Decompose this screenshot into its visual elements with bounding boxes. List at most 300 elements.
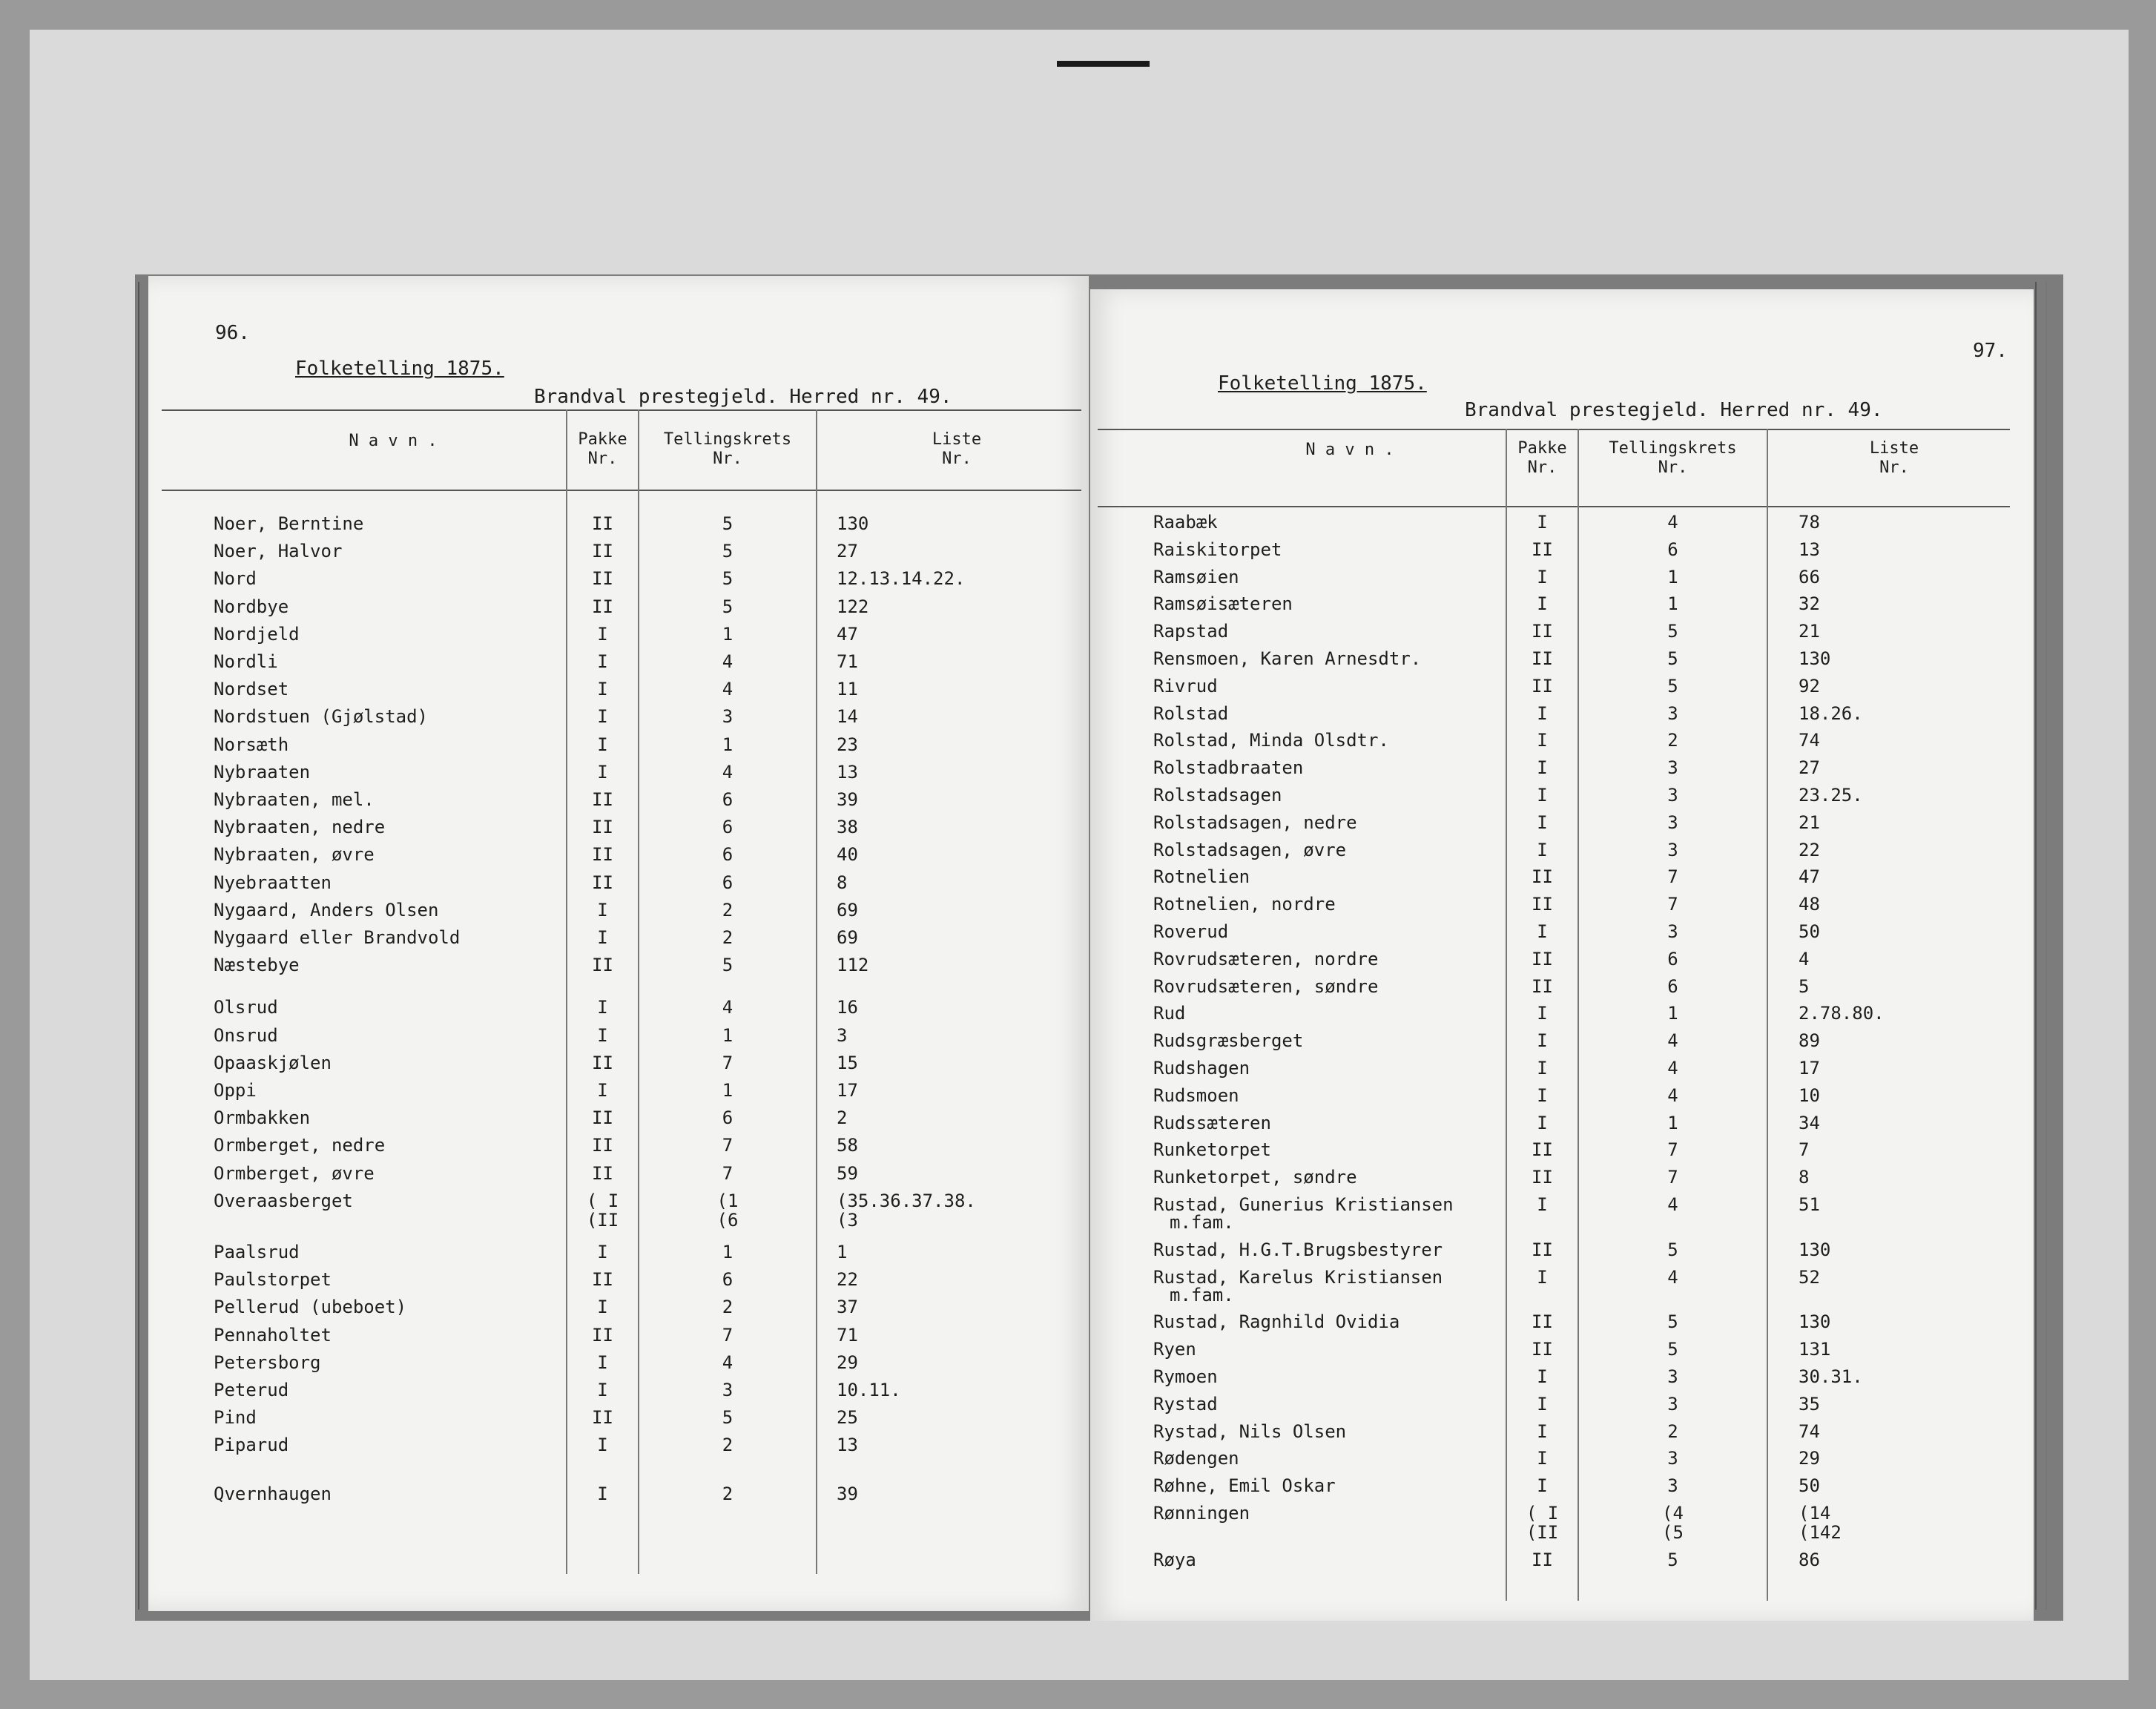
table-row <box>148 789 1083 811</box>
liste-number: 18.26. <box>1799 702 1863 724</box>
liste-number: 27 <box>837 541 858 562</box>
table-row <box>148 955 1083 977</box>
place-name: Nordstuen (Gjølstad) <box>214 706 428 728</box>
pakke-number: II <box>592 1407 613 1429</box>
tellingskrets-number: 7 <box>722 1162 733 1184</box>
place-name: Næstebye <box>214 955 300 976</box>
liste-number: 92 <box>1799 675 1820 697</box>
pakke-number: II <box>592 817 613 838</box>
pakke-number: II <box>1532 1139 1553 1161</box>
place-name: Nordjeld <box>214 623 300 645</box>
table-row <box>1090 1139 2025 1162</box>
table-row <box>148 1297 1083 1319</box>
place-name: Rudsmoen <box>1153 1084 1239 1106</box>
liste-number: 25 <box>837 1407 858 1429</box>
table-row <box>148 1135 1083 1157</box>
place-name: Nygaard, Anders Olsen <box>214 899 439 921</box>
place-name: Rotnelien <box>1153 866 1250 888</box>
liste-number: 74 <box>1799 730 1820 751</box>
table-row <box>148 1053 1083 1075</box>
tellingskrets-number: 1 <box>1667 1003 1678 1024</box>
liste-number: 50 <box>1799 1475 1820 1497</box>
page-subtitle: Brandval prestegjeld. Herred nr. 49. <box>534 386 952 408</box>
table-row <box>148 1435 1083 1457</box>
tellingskrets-number: 6 <box>1667 539 1678 560</box>
liste-number: 86 <box>1799 1549 1820 1570</box>
place-name-continuation: m.fam. <box>1170 1212 1234 1233</box>
tellingskrets-number: 5 <box>722 596 733 617</box>
place-name: Rønningen <box>1153 1503 1250 1524</box>
table-row <box>1090 1311 2025 1334</box>
pakke-number: II <box>1532 1167 1553 1188</box>
tellingskrets-number: 1 <box>1667 566 1678 587</box>
liste-number: 16 <box>837 997 858 1018</box>
liste-number: (142 <box>1799 1522 1842 1543</box>
tellingskrets-number: 1 <box>1667 1112 1678 1133</box>
tellingskrets-number: 4 <box>722 997 733 1018</box>
header-top-rule <box>162 409 1081 411</box>
liste-number: 47 <box>837 623 858 645</box>
place-name: Rotnelien, nordre <box>1153 894 1336 915</box>
tellingskrets-number: 2 <box>1667 730 1678 751</box>
header-top-rule <box>1098 429 2010 430</box>
pakke-number: I <box>597 1242 608 1262</box>
liste-number: 17 <box>1799 1058 1820 1079</box>
place-name: Rolstadsagen, øvre <box>1153 839 1347 860</box>
liste-number: 2.78.80. <box>1799 1003 1885 1024</box>
table-row <box>1090 840 2025 862</box>
liste-number: 89 <box>1799 1030 1820 1052</box>
table-row <box>1090 757 2025 780</box>
place-name: Roverud <box>1153 921 1229 942</box>
liste-number: 10 <box>1799 1084 1820 1106</box>
pakke-number: II <box>1532 1339 1553 1360</box>
tellingskrets-number: 4 <box>1667 512 1678 533</box>
tellingskrets-number: 1 <box>722 734 733 755</box>
pakke-number: II <box>1532 648 1553 669</box>
table-row <box>148 1352 1083 1374</box>
pakke-number: II <box>592 1052 613 1073</box>
pakke-number: (II <box>1526 1522 1559 1543</box>
table-row <box>1090 567 2025 589</box>
place-name-continuation: m.fam. <box>1170 1284 1234 1305</box>
tellingskrets-number: 3 <box>1667 757 1678 779</box>
pakke-number: II <box>592 1107 613 1129</box>
table-row <box>148 1080 1083 1102</box>
place-name: Nybraaten, øvre <box>214 844 375 866</box>
place-name: Ormberget, øvre <box>214 1162 375 1184</box>
table-row <box>148 844 1083 866</box>
liste-number: 5 <box>1799 975 1810 997</box>
liste-number: 71 <box>837 1324 858 1346</box>
pakke-number: I <box>597 706 608 728</box>
liste-number: 21 <box>1799 621 1820 642</box>
place-name: Røhne, Emil Oskar <box>1153 1475 1336 1497</box>
liste-number: 13 <box>837 1435 858 1456</box>
tellingskrets-number: 4 <box>722 651 733 672</box>
tellingskrets-number: 7 <box>722 1324 733 1346</box>
tellingskrets-number: 6 <box>722 789 733 810</box>
pakke-number: I <box>1537 512 1548 533</box>
liste-number: 39 <box>837 1483 858 1504</box>
pakke-number: II <box>1532 539 1553 560</box>
liste-number: 35 <box>1799 1393 1820 1415</box>
pakke-number: II <box>592 541 613 562</box>
liste-number: (3 <box>837 1209 858 1231</box>
liste-number: 52 <box>1799 1266 1820 1288</box>
liste-number: 32 <box>1799 593 1820 615</box>
tellingskrets-number: 3 <box>1667 785 1678 806</box>
tellingskrets-number: (5 <box>1662 1522 1684 1543</box>
place-name: Nybraaten <box>214 761 311 783</box>
table-row <box>148 734 1083 757</box>
liste-number: 66 <box>1799 566 1820 587</box>
pakke-number: I <box>1537 1084 1548 1106</box>
place-name: Nordli <box>214 651 278 672</box>
header-liste: Liste Nr. <box>932 430 982 468</box>
pakke-number: (II <box>586 1209 619 1231</box>
right-page-edges <box>2035 282 2047 1610</box>
place-name: Rolstad, Minda Olsdtr. <box>1153 730 1389 751</box>
liste-number: 23 <box>837 734 858 755</box>
place-name: Rustad, Ragnhild Ovidia <box>1153 1311 1400 1333</box>
pakke-number: I <box>1537 1420 1548 1442</box>
right-page <box>1090 289 2034 1621</box>
place-name: Nybraaten, mel. <box>214 789 375 810</box>
liste-number: 122 <box>837 596 869 617</box>
table-row <box>1090 621 2025 643</box>
table-row <box>1090 921 2025 944</box>
place-name: Raabæk <box>1153 512 1218 533</box>
tellingskrets-number: 6 <box>1667 975 1678 997</box>
tellingskrets-number: 1 <box>722 1242 733 1262</box>
liste-number: 23.25. <box>1799 785 1863 806</box>
liste-number: 7 <box>1799 1139 1810 1161</box>
place-name: Rystad <box>1153 1393 1218 1415</box>
place-name: Rustad, Karelus Kristiansen <box>1153 1266 1443 1288</box>
liste-number: 2 <box>837 1107 848 1129</box>
tellingskrets-number: 5 <box>1667 1339 1678 1360</box>
archive-mark <box>1057 61 1150 67</box>
table-row <box>1090 1085 2025 1107</box>
tellingskrets-number: 2 <box>1667 1420 1678 1442</box>
place-name: Rustad, Gunerius Kristiansen <box>1153 1194 1454 1215</box>
liste-number: 3 <box>837 1024 848 1046</box>
place-name: Opaaskjølen <box>214 1052 332 1073</box>
pakke-number: II <box>592 568 613 590</box>
table-row <box>148 1025 1083 1047</box>
place-name: Nordset <box>214 679 289 700</box>
place-name: Pennaholtet <box>214 1324 332 1346</box>
pakke-number: I <box>597 1435 608 1456</box>
liste-number: 40 <box>837 844 858 866</box>
table-row <box>1090 1366 2025 1389</box>
tellingskrets-number: 4 <box>1667 1266 1678 1288</box>
pakke-number: I <box>597 1351 608 1373</box>
place-name: Runketorpet <box>1153 1139 1271 1161</box>
liste-number: 130 <box>1799 1311 1831 1333</box>
place-name: Noer, Halvor <box>214 541 343 562</box>
liste-number: 69 <box>837 899 858 921</box>
tellingskrets-number: 5 <box>1667 675 1678 697</box>
tellingskrets-number: 2 <box>722 1297 733 1318</box>
place-name: Petersborg <box>214 1351 321 1373</box>
table-row <box>1090 1448 2025 1470</box>
table-row <box>148 513 1083 536</box>
place-name: Rapstad <box>1153 621 1229 642</box>
pakke-number: II <box>1532 975 1553 997</box>
pakke-number: II <box>592 844 613 866</box>
pakke-number: I <box>597 1080 608 1101</box>
pakke-number: II <box>1532 1311 1553 1333</box>
liste-number: 38 <box>837 817 858 838</box>
liste-number: 112 <box>837 955 869 976</box>
table-row <box>1090 1167 2025 1189</box>
place-name: Nordbye <box>214 596 289 617</box>
tellingskrets-number: 3 <box>1667 921 1678 942</box>
pakke-number: I <box>1537 1194 1548 1215</box>
pakke-number: I <box>597 899 608 921</box>
table-row <box>148 1107 1083 1130</box>
tellingskrets-number: 4 <box>1667 1030 1678 1052</box>
liste-number: 4 <box>1799 948 1810 969</box>
pakke-number: I <box>1537 1003 1548 1024</box>
page-subtitle: Brandval prestegjeld. Herred nr. 49. <box>1465 399 1883 421</box>
table-row <box>148 900 1083 922</box>
place-name: Onsrud <box>214 1024 278 1046</box>
pakke-number: I <box>1537 1448 1548 1469</box>
pakke-number: I <box>1537 811 1548 833</box>
place-name: Noer, Berntine <box>214 513 364 534</box>
pakke-number: I <box>597 1483 608 1504</box>
tellingskrets-number: 2 <box>722 899 733 921</box>
tellingskrets-number: 3 <box>1667 811 1678 833</box>
tellingskrets-number: 3 <box>1667 1475 1678 1497</box>
place-name: Piparud <box>214 1435 289 1456</box>
place-name: Nybraaten, nedre <box>214 817 386 838</box>
tellingskrets-number: 5 <box>722 541 733 562</box>
place-name: Olsrud <box>214 997 278 1018</box>
pakke-number: II <box>592 955 613 976</box>
liste-number: 11 <box>837 679 858 700</box>
table-row <box>148 651 1083 674</box>
place-name: Rystad, Nils Olsen <box>1153 1420 1347 1442</box>
tellingskrets-number: 3 <box>1667 839 1678 860</box>
page-title: Folketelling 1875. <box>1218 372 1427 395</box>
pakke-number: I <box>597 734 608 755</box>
table-row <box>1090 1421 2025 1443</box>
pakke-number: II <box>1532 1549 1553 1570</box>
table-row <box>1090 1239 2025 1262</box>
liste-number: 17 <box>837 1080 858 1101</box>
page-number: 96. <box>215 322 250 344</box>
table-row <box>148 1163 1083 1185</box>
table-row <box>148 1242 1083 1264</box>
tellingskrets-number: 2 <box>722 1435 733 1456</box>
header-bottom-rule <box>162 490 1081 491</box>
tellingskrets-number: 4 <box>722 761 733 783</box>
liste-number: 51 <box>1799 1194 1820 1215</box>
table-row <box>1090 976 2025 998</box>
place-name: Rud <box>1153 1003 1186 1024</box>
tellingskrets-number: 6 <box>722 817 733 838</box>
pakke-number: I <box>1537 1058 1548 1079</box>
tellingskrets-number: 6 <box>722 1107 733 1129</box>
table-row <box>148 679 1083 701</box>
table-row <box>1090 1475 2025 1498</box>
tellingskrets-number: 7 <box>722 1052 733 1073</box>
table-row <box>148 1380 1083 1402</box>
pakke-number: I <box>1537 1030 1548 1052</box>
liste-number: 13 <box>837 761 858 783</box>
pakke-number: II <box>592 789 613 810</box>
left-page <box>148 276 1089 1611</box>
header-pakke: Pakke Nr. <box>578 430 627 468</box>
table-row <box>1090 866 2025 889</box>
place-name: Paalsrud <box>214 1242 300 1262</box>
tellingskrets-number: 7 <box>1667 894 1678 915</box>
tellingskrets-number: 3 <box>1667 1448 1678 1469</box>
tellingskrets-number: (4 <box>1662 1503 1684 1524</box>
table-row <box>148 997 1083 1019</box>
table-row <box>148 817 1083 839</box>
table-row <box>1090 593 2025 616</box>
table-row <box>1090 812 2025 834</box>
tellingskrets-number: 2 <box>722 927 733 948</box>
place-name: Peterud <box>214 1380 289 1400</box>
table-row <box>148 624 1083 646</box>
pakke-number: II <box>1532 866 1553 888</box>
pakke-number: II <box>592 1324 613 1346</box>
place-name: Pellerud (ubeboet) <box>214 1297 407 1318</box>
tellingskrets-number: 5 <box>722 513 733 534</box>
tellingskrets-number: 4 <box>722 679 733 700</box>
pakke-number: I <box>1537 1112 1548 1133</box>
place-name: Qvernhaugen <box>214 1483 332 1504</box>
pakke-number: I <box>597 1380 608 1400</box>
tellingskrets-number: 5 <box>1667 1549 1678 1570</box>
pakke-number: ( I <box>1526 1503 1559 1524</box>
place-name: Nord <box>214 568 257 590</box>
table-row <box>148 1325 1083 1347</box>
table-row <box>1090 785 2025 807</box>
tellingskrets-number: 6 <box>1667 948 1678 969</box>
table-row <box>1090 1339 2025 1361</box>
place-name: Ormberget, nedre <box>214 1135 386 1156</box>
header-tellingskrets: Tellingskrets Nr. <box>1609 439 1737 477</box>
tellingskrets-number: 1 <box>722 623 733 645</box>
liste-number: 14 <box>837 706 858 728</box>
page-number: 97. <box>1973 340 2008 362</box>
tellingskrets-number: 3 <box>722 706 733 728</box>
place-name: Rovrudsæteren, nordre <box>1153 948 1379 969</box>
pakke-number: I <box>597 623 608 645</box>
tellingskrets-number: 6 <box>722 1269 733 1291</box>
table-row <box>1090 703 2025 725</box>
pakke-number: I <box>1537 785 1548 806</box>
pakke-number: II <box>592 1162 613 1184</box>
place-name: Ramsøisæteren <box>1153 593 1293 615</box>
liste-number: 34 <box>1799 1112 1820 1133</box>
header-pakke: Pakke Nr. <box>1517 439 1567 477</box>
liste-number: 15 <box>837 1052 858 1073</box>
pakke-number: I <box>1537 1475 1548 1497</box>
pakke-number: I <box>597 927 608 948</box>
tellingskrets-number: 5 <box>722 568 733 590</box>
tellingskrets-number: 7 <box>1667 1139 1678 1161</box>
table-row <box>1090 648 2025 671</box>
tellingskrets-number: 5 <box>1667 1311 1678 1333</box>
liste-number: 69 <box>837 927 858 948</box>
liste-number: 29 <box>837 1351 858 1373</box>
tellingskrets-number: 7 <box>722 1135 733 1156</box>
tellingskrets-number: 7 <box>1667 866 1678 888</box>
place-name: Rudsgræsberget <box>1153 1030 1304 1052</box>
header-tellingskrets: Tellingskrets Nr. <box>663 430 792 468</box>
pakke-number: II <box>1532 621 1553 642</box>
pakke-number: I <box>1537 1366 1548 1387</box>
liste-number: 131 <box>1799 1339 1831 1360</box>
liste-number: 8 <box>837 872 848 893</box>
table-row <box>1090 512 2025 534</box>
tellingskrets-number: 3 <box>722 1380 733 1400</box>
table-row <box>1090 1394 2025 1416</box>
pakke-number: II <box>592 872 613 893</box>
tellingskrets-number: 1 <box>722 1024 733 1046</box>
tellingskrets-number: 5 <box>1667 1239 1678 1260</box>
place-name: Røya <box>1153 1549 1196 1570</box>
pakke-number: I <box>1537 921 1548 942</box>
tellingskrets-number: 5 <box>722 955 733 976</box>
pakke-number: II <box>592 513 613 534</box>
pakke-number: I <box>1537 1266 1548 1288</box>
table-row <box>1090 1113 2025 1135</box>
tellingskrets-number: 6 <box>722 872 733 893</box>
place-name: Rymoen <box>1153 1366 1218 1387</box>
table-row <box>1090 539 2025 562</box>
place-name: Rolstad <box>1153 702 1229 724</box>
place-name: Norsæth <box>214 734 289 755</box>
tellingskrets-number: 7 <box>1667 1167 1678 1188</box>
place-name: Raiskitorpet <box>1153 539 1282 560</box>
liste-number: 8 <box>1799 1167 1810 1188</box>
liste-number: (14 <box>1799 1503 1831 1524</box>
place-name: Runketorpet, søndre <box>1153 1167 1357 1188</box>
tellingskrets-number: 5 <box>1667 621 1678 642</box>
place-name: Paulstorpet <box>214 1269 332 1291</box>
liste-number: 29 <box>1799 1448 1820 1469</box>
pakke-number: II <box>1532 894 1553 915</box>
liste-number: 71 <box>837 651 858 672</box>
pakke-number: II <box>1532 948 1553 969</box>
table-row <box>1090 1550 2025 1572</box>
tellingskrets-number: 4 <box>1667 1084 1678 1106</box>
liste-number: 130 <box>1799 1239 1831 1260</box>
tellingskrets-number: (1 <box>716 1190 739 1211</box>
liste-number: 48 <box>1799 894 1820 915</box>
liste-number: 58 <box>837 1135 858 1156</box>
place-name: Rolstadsagen <box>1153 785 1282 806</box>
table-row <box>1090 1030 2025 1053</box>
place-name: Oppi <box>214 1080 257 1101</box>
table-row <box>1090 1503 2025 1543</box>
pakke-number: I <box>1537 566 1548 587</box>
liste-number: 27 <box>1799 757 1820 779</box>
place-name: Overaasberget <box>214 1190 353 1211</box>
table-row <box>148 1190 1083 1231</box>
pakke-number: II <box>1532 675 1553 697</box>
liste-number: 21 <box>1799 811 1820 833</box>
